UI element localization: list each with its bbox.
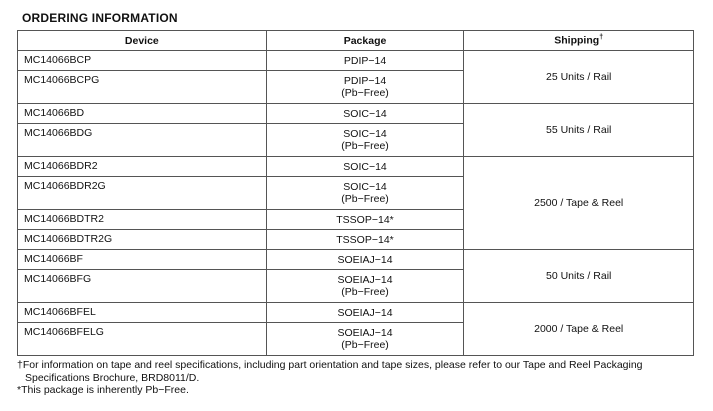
section-title: ORDERING INFORMATION xyxy=(22,11,178,25)
dagger-footnote-line1: †For information on tape and reel specifications, including part orientation and tape sizes, please refer to our Tape and Reel Packaging xyxy=(17,359,643,371)
package-cell: PDIP−14 (Pb−Free) xyxy=(266,71,464,104)
shipping-cell: 2000 / Tape & Reel xyxy=(464,303,694,356)
package-cell: SOIC−14 xyxy=(266,157,464,177)
table-row xyxy=(18,157,694,177)
device-cell: MC14066BCPG xyxy=(18,71,267,104)
device-cell: MC14066BDR2 xyxy=(18,157,267,177)
dagger-mark: † xyxy=(599,34,604,42)
device-cell: MC14066BDTR2G xyxy=(18,230,267,250)
table-row xyxy=(18,104,694,124)
device-cell: MC14066BDR2G xyxy=(18,177,267,210)
package-cell: SOIC−14 (Pb−Free) xyxy=(266,177,464,210)
dagger-footnote-line2: Specifications Brochure, BRD8011/D. xyxy=(25,371,200,384)
device-cell: MC14066BDTR2 xyxy=(18,210,267,230)
package-cell: SOIC−14 xyxy=(266,104,464,124)
device-cell: MC14066BFG xyxy=(18,270,267,303)
table-row xyxy=(18,250,694,270)
package-cell: SOIC−14 (Pb−Free) xyxy=(266,124,464,157)
shipping-cell: 2500 / Tape & Reel xyxy=(464,157,694,250)
table-row xyxy=(18,303,694,323)
package-cell: SOEIAJ−14 (Pb−Free) xyxy=(266,270,464,303)
package-cell: SOEIAJ−14 (Pb−Free) xyxy=(266,323,464,356)
device-cell: MC14066BD xyxy=(18,104,267,124)
table-row xyxy=(18,51,694,71)
device-cell: MC14066BFEL xyxy=(18,303,267,323)
package-cell: PDIP−14 xyxy=(266,51,464,71)
device-cell: MC14066BFELG xyxy=(18,323,267,356)
shipping-column-header: Shipping† xyxy=(464,31,694,51)
package-cell: TSSOP−14* xyxy=(266,230,464,250)
package-cell: SOEIAJ−14 xyxy=(266,303,464,323)
device-cell: MC14066BCP xyxy=(18,51,267,71)
device-column-header: Device xyxy=(18,31,267,51)
table-header-row xyxy=(18,31,694,51)
asterisk-footnote: *This package is inherently Pb−Free. xyxy=(17,384,189,396)
shipping-cell: 55 Units / Rail xyxy=(464,104,694,157)
footnotes xyxy=(17,359,694,397)
package-cell: TSSOP−14* xyxy=(266,210,464,230)
device-cell: MC14066BDG xyxy=(18,124,267,157)
package-column-header: Package xyxy=(266,31,464,51)
package-cell: SOEIAJ−14 xyxy=(266,250,464,270)
ordering-table xyxy=(17,30,694,356)
dagger-footnote xyxy=(17,359,694,384)
shipping-cell: 50 Units / Rail xyxy=(464,250,694,303)
shipping-cell: 25 Units / Rail xyxy=(464,51,694,104)
device-cell: MC14066BF xyxy=(18,250,267,270)
